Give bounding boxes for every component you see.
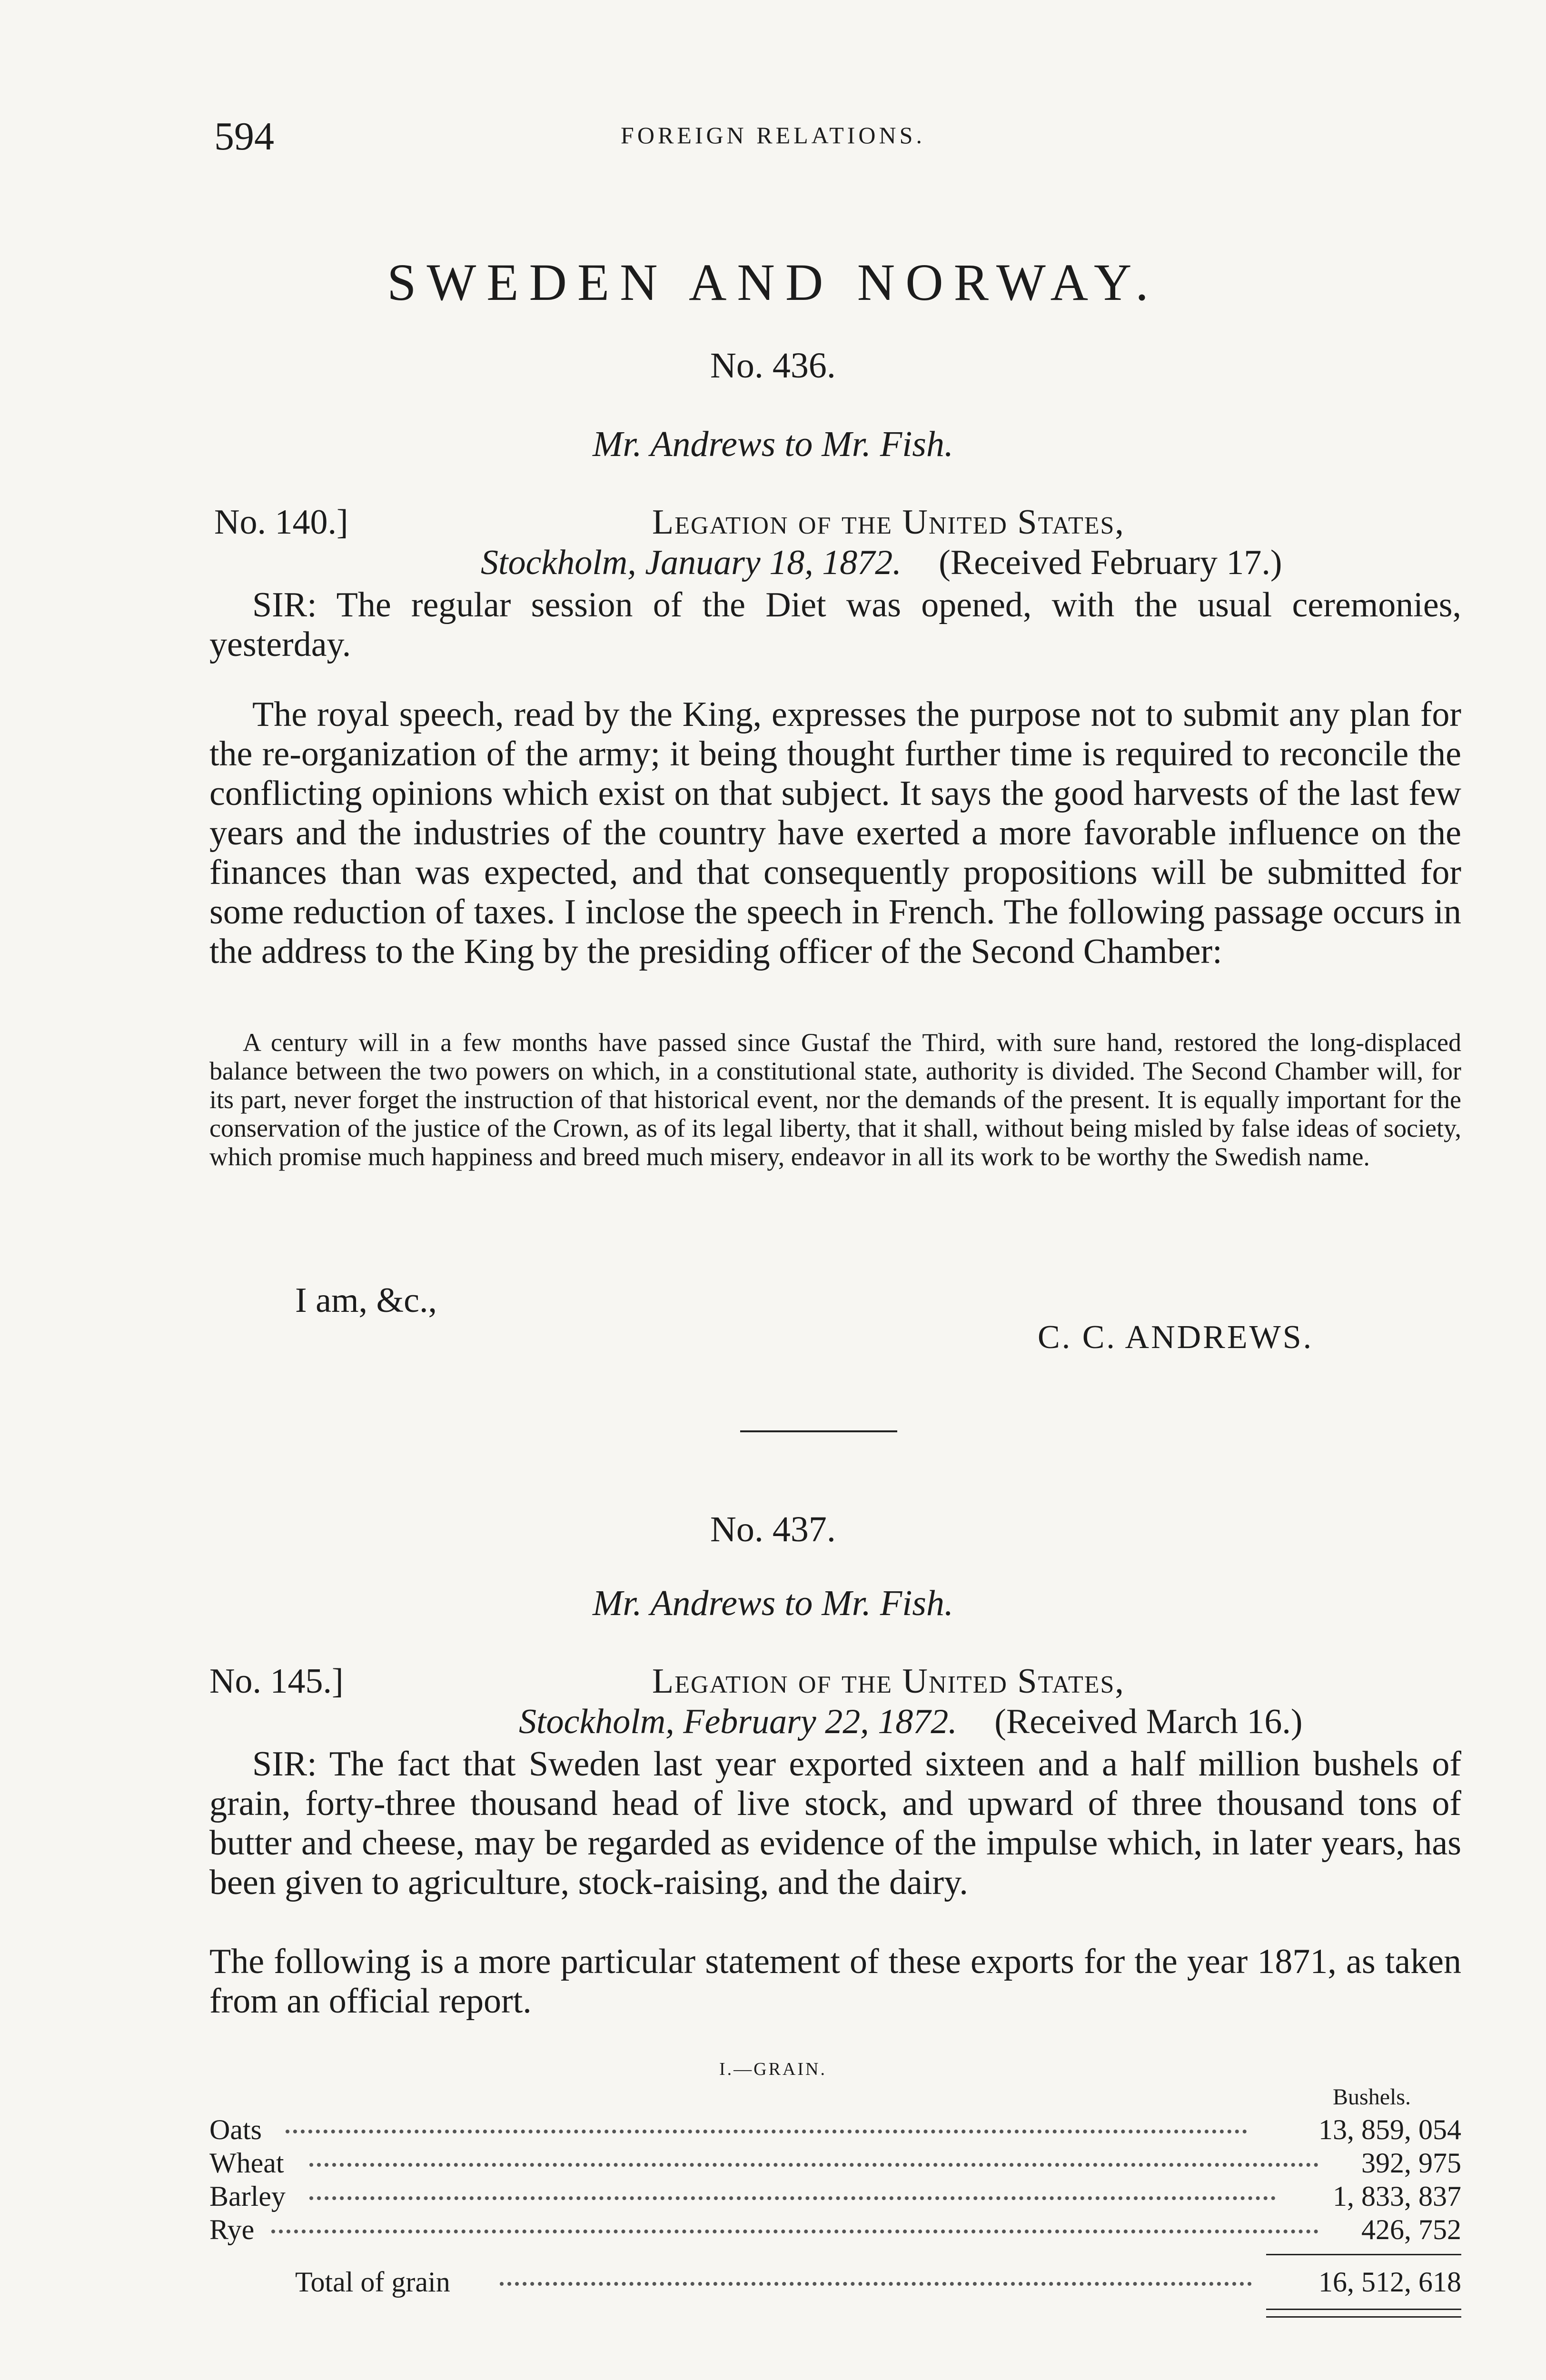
double-rule-top	[1266, 2309, 1461, 2310]
legation-line: Legation of the United States,	[652, 1662, 1125, 1701]
received-date: (Received March 16.)	[994, 1702, 1303, 1741]
paragraph: The royal speech, read by the King, expresses the purpose not to submit any plan for the re-organization of the army; it being thought further time is required to reconcile the conflicting opinions which exist on that subject. It says the good harvests of the last few years and the industries of the country have exerted a more favorable influence on the finances than was expected, and that consequently propositions will be submitted for some reduction of taxes. I inclose the speech in French. The following passage occurs in the address to the King by the presiding officer of the Second Chamber:	[209, 695, 1461, 971]
signature: C. C. ANDREWS.	[1038, 1319, 1314, 1356]
row-label: Barley	[209, 2181, 286, 2212]
row-value: 392, 975	[1361, 2147, 1461, 2179]
dateline	[481, 543, 1282, 583]
leader-dots	[271, 2226, 1318, 2233]
closing-line: I am, &c.,	[295, 1281, 437, 1320]
correspondents-heading: Mr. Andrews to Mr. Fish.	[593, 1583, 953, 1623]
document-number: No. 437.	[710, 1509, 836, 1549]
row-value: 13, 859, 054	[1318, 2114, 1461, 2145]
row-label: Oats	[209, 2114, 262, 2145]
correspondents-heading: Mr. Andrews to Mr. Fish.	[593, 424, 953, 464]
paragraph: SIR: The regular session of the Diet was opened, with the usual ceremonies, yesterday.	[209, 585, 1461, 664]
table-unit: Bushels.	[1333, 2084, 1411, 2110]
legation-line: Legation of the United States,	[652, 503, 1125, 542]
dispatch-number: No. 145.]	[209, 1662, 344, 1701]
table-total-row	[295, 2266, 1461, 2297]
paragraph: SIR: The fact that Sweden last year exported sixteen and a half million bushels of grain, forty-three thousand head of live stock, and upward of three thousand tons of butter and cheese, may be regarded as evidence of the impulse which, in later years, has been given to agriculture, stock-raising, and the dairy.	[209, 1745, 1461, 1902]
leader-dots	[309, 2192, 1276, 2200]
dispatch-number: No. 140.]	[214, 503, 348, 542]
row-value: 1, 833, 837	[1333, 2181, 1461, 2212]
running-title: FOREIGN RELATIONS.	[621, 122, 925, 149]
block-quote: A century will in a few months have passed since Gustaf the Third, with sure hand, restored the long-displaced balance between the two powers on which, in a constitutional state, authority is divided. The Second Chamber will, for its part, never forget the instruction of that historical event, nor the demands of the present. It is equally important for the conservation of the justice of the Crown, as of its legal liberty, that it shall, without being misled by false ideas of society, which promise much happiness and breed much misery, endeavor in all its work to be worthy the Swedish name.	[209, 1028, 1461, 1171]
row-label: Wheat	[209, 2147, 284, 2179]
leader-dots	[500, 2278, 1252, 2286]
document-number: No. 436.	[710, 346, 836, 386]
paragraph: The following is a more particular statement of these exports for the year 1871, as taken from an official report.	[209, 1942, 1461, 2021]
total-label: Total of grain	[295, 2266, 450, 2298]
row-value: 426, 752	[1361, 2214, 1461, 2245]
section-divider	[740, 1430, 897, 1432]
table-row	[209, 2180, 1461, 2211]
country-heading: SWEDEN AND NORWAY.	[387, 253, 1159, 311]
place-date: Stockholm, January 18, 1872.	[481, 543, 902, 582]
leader-dots	[286, 2126, 1247, 2133]
leader-dots	[309, 2159, 1318, 2167]
table-row	[209, 2113, 1461, 2145]
row-label: Rye	[209, 2214, 255, 2245]
received-date: (Received February 17.)	[939, 543, 1282, 582]
page-number: 594	[214, 114, 274, 159]
place-date: Stockholm, February 22, 1872.	[519, 1702, 957, 1741]
table-title: I.—GRAIN.	[719, 2059, 827, 2079]
table-row	[209, 2147, 1461, 2178]
double-rule-bottom	[1266, 2316, 1461, 2318]
total-value: 16, 512, 618	[1318, 2266, 1461, 2298]
dateline	[519, 1702, 1302, 1742]
table-row	[209, 2213, 1461, 2245]
sum-rule	[1266, 2254, 1461, 2255]
